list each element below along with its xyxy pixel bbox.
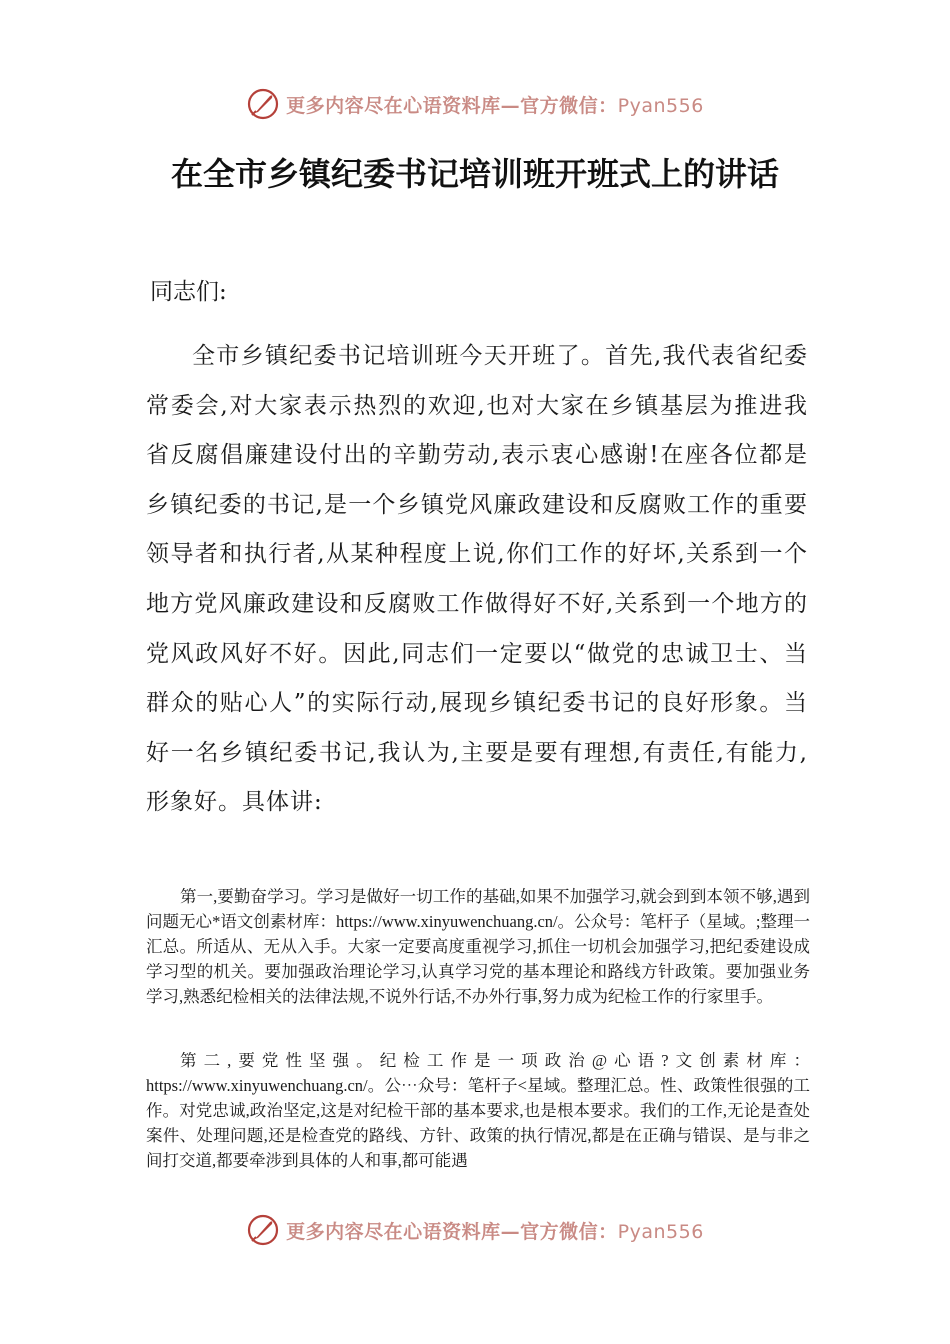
banner-wechat-id: Pyan556 bbox=[617, 1220, 704, 1243]
header-watermark-banner bbox=[0, 82, 950, 126]
banner-wechat-id: Pyan556 bbox=[617, 94, 704, 117]
point-one-paragraph: 第一,要勤奋学习。学习是做好一切工作的基础,如果不加强学习,就会到到本领不够,遇到问题无心*语文创素材库：https://www.xinyuwenchuang.cn/。公众号：笔杆子（星域。;整理一汇总。所适从、无从入手。大家一定要高度重视学习,抓住一切机会加强学习,把纪委建设成学习型的机关。要加强政治理论学习,认真学习党的基本理论和路线方针政策。要加强业务学习,熟悉纪检相关的法律法规,不说外行话,不办外行事,努力成为纪检工作的行家里手。 bbox=[146, 887, 810, 1006]
footer-watermark-banner bbox=[0, 1208, 950, 1252]
quill-logo-icon bbox=[246, 87, 280, 121]
point-two-paragraph: 第二,要党性坚强。纪检工作是一项政治@心语?文创素材库：https://www.xinyuwenchuang.cn/。公⋯众号：笔杆子<星域。整理汇总。性、政策性很强的工作。对党忠诚,政治坚定,这是对纪检干部的基本要求,也是根本要求。我们的工作,无论是查处案件、处理问题,还是检查党的路线、方针、政策的执行情况,都是在正确与错误、是与非之间打交道,都要牵涉到具体的人和事,都可能遇 bbox=[146, 1051, 810, 1170]
banner-text: 更多内容尽在心语资料库—官方微信：Pyan556 bbox=[286, 94, 704, 117]
salutation: 同志们: bbox=[150, 279, 227, 305]
banner-text: 更多内容尽在心语资料库—官方微信：Pyan556 bbox=[286, 1220, 704, 1243]
page-title: 在全市乡镇纪委书记培训班开班式上的讲话 bbox=[170, 155, 779, 193]
intro-paragraph: 全市乡镇纪委书记培训班今天开班了。首先,我代表省纪委常委会,对大家表示热烈的欢迎,也对大家在乡镇基层为推进我省反腐倡廉建设付出的辛勤劳动,表示衷心感谢!在座各位都是乡镇纪委的书记,是一个乡镇党风廉政建设和反腐败工作的重要领导者和执行者,从某种程度上说,你们工作的好坏,关系到一个地方党风廉政建设和反腐败工作做得好不好,关系到一个地方的党风政风好不好。因此,同志们一定要以“做党的忠诚卫士、当群众的贴心人”的实际行动,展现乡镇纪委书记的良好形象。当好一名乡镇纪委书记,我认为,主要是要有理想,有责任,有能力,形象好。具体讲: bbox=[146, 343, 808, 816]
quill-logo-icon bbox=[246, 1213, 280, 1247]
